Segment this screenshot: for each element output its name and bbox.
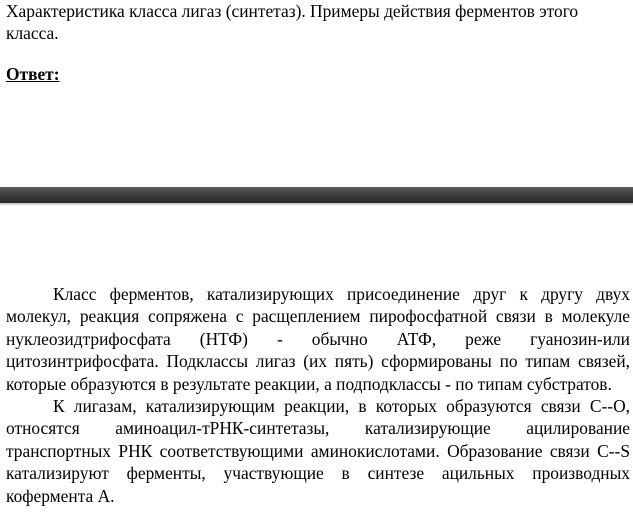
- answer-paragraph-2: К лигазам, катализирующим реакции, в которых образуются связи С--О, относятся аминоацил-тРНК-синтетазы, катализирующие ацилирование транспортных РНК соответствующими аминокислотами. Образование связи С--S катализируют ферменты, участвующие в синтезе ацильных производных кофермента А.: [6, 396, 630, 506]
- section-divider-shadow: [0, 203, 633, 206]
- answer-label: Ответ:: [6, 64, 60, 84]
- answer-body: [6, 283, 630, 507]
- answer-paragraph-1: Класс ферментов, катализирующих присоединение друг к другу двух молекул, реакция сопряжена с расщеплением пирофосфатной связи в молекуле нуклеозидтрифосфата (НТФ) - обычно АТФ, реже гуанозин-или цитозинтрифосфата. Подклассы лигаз (их пять) сформированы по типам связей, которые образуются в результате реакции, а подподклассы - по типам субстратов.: [6, 284, 630, 394]
- question-text: Характеристика класса лигаз (синтетаз). Примеры действия ферментов этого класса.: [6, 1, 579, 43]
- section-divider: [0, 187, 633, 203]
